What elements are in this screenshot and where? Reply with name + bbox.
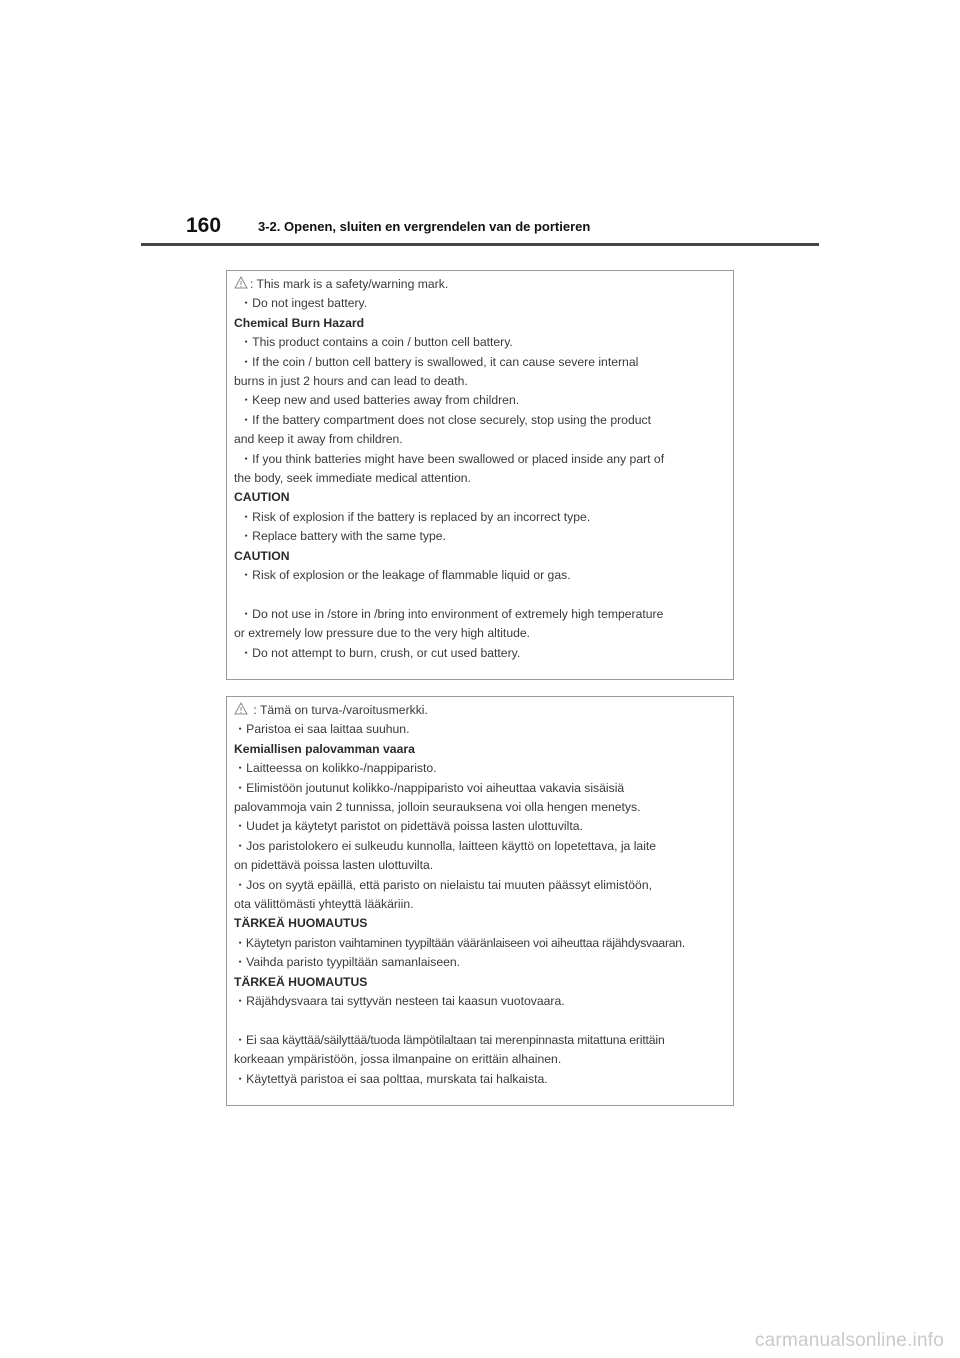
- section-title: 3-2. Openen, sluiten en vergrendelen van de portieren: [258, 219, 591, 234]
- warning-triangle-icon: [234, 276, 248, 289]
- watermark: carmanualsonline.info: [754, 1330, 944, 1351]
- text-line: ・Risk of explosion if the battery is replaced by an incorrect type.: [240, 509, 591, 524]
- text-line: or extremely low pressure due to the very high altitude.: [234, 626, 531, 641]
- text-line: ・Räjähdysvaara tai syttyvän nesteen tai kaasun vuotovaara.: [234, 994, 565, 1009]
- text-line: ota välittömästi yhteyttä lääkäriin.: [234, 897, 414, 912]
- warning-mark-text: : Tämä on turva-/varoitusmerkki.: [250, 703, 428, 717]
- text-line: ・Elimistöön joutunut kolikko-/nappiparisto voi aiheuttaa vakavia sisäisiä: [234, 780, 625, 795]
- text-line: ・If the battery compartment does not close securely, stop using the product: [240, 412, 651, 427]
- text-line: ・Do not use in /store in /bring into environment of extremely high temperature: [240, 606, 664, 621]
- spacer: [234, 586, 733, 605]
- text-line: on pidettävä poissa lasten ulottuvilta.: [234, 858, 434, 873]
- text-line: ・If the coin / button cell battery is swallowed, it can cause severe internal: [240, 354, 639, 369]
- subheading: TÄRKEÄ HUOMAUTUS: [234, 974, 368, 989]
- warning-triangle-icon: [234, 702, 248, 715]
- text-line: ・Risk of explosion or the leakage of flammable liquid or gas.: [240, 568, 571, 583]
- header-rule: [141, 243, 819, 246]
- warning-mark-text: : This mark is a safety/warning mark.: [250, 277, 449, 291]
- text-line: ・Jos on syytä epäillä, että paristo on nielaistu tai muuten päässyt elimistöön,: [234, 877, 652, 892]
- subheading: Kemiallisen palovamman vaara: [234, 741, 415, 756]
- text-line: ・If you think batteries might have been swallowed or placed inside any part of: [240, 451, 665, 466]
- text-line: ・Laitteessa on kolikko-/nappiparisto.: [234, 761, 437, 776]
- subheading: TÄRKEÄ HUOMAUTUS: [234, 916, 368, 931]
- safety-box-finnish: [226, 696, 734, 1106]
- subheading: CAUTION: [234, 548, 290, 563]
- text-line: ・Do not attempt to burn, crush, or cut used battery.: [240, 645, 521, 660]
- subheading: Chemical Burn Hazard: [234, 315, 365, 330]
- text-line: ・Käytetyn pariston vaihtaminen tyypiltään vääränlaiseen voi aiheuttaa räjähdysvaaran.: [234, 935, 685, 950]
- warning-mark-line: [234, 275, 733, 294]
- text-line: the body, seek immediate medical attention.: [234, 471, 471, 486]
- text-line: ・Ei saa käyttää/säilyttää/tuoda lämpötilaltaan tai merenpinnasta mitattuna erittäin: [234, 1032, 665, 1047]
- text-line: ・Käytettyä paristoa ei saa polttaa, murskata tai halkaista.: [234, 1071, 548, 1086]
- text-line: ・Replace battery with the same type.: [240, 529, 446, 544]
- text-line: ・Paristoa ei saa laittaa suuhun.: [234, 722, 410, 737]
- text-line: ・Uudet ja käytetyt paristot on pidettävä poissa lasten ulottuvilta.: [234, 819, 583, 834]
- text-line: and keep it away from children.: [234, 432, 403, 447]
- text-line: ・Jos paristolokero ei sulkeudu kunnolla, laitteen käyttö on lopetettava, ja laite: [234, 838, 657, 853]
- text-line: ・This product contains a coin / button cell battery.: [240, 335, 513, 350]
- text-line: burns in just 2 hours and can lead to death.: [234, 374, 468, 389]
- text-line: palovammoja vain 2 tunnissa, jolloin seurauksena voi olla hengen menetys.: [234, 800, 641, 815]
- subheading: CAUTION: [234, 490, 290, 505]
- page-number: 160: [186, 214, 222, 237]
- safety-box-english: [226, 270, 734, 680]
- text-line: ・Vaihda paristo tyypiltään samanlaiseen.: [234, 955, 461, 970]
- spacer: [234, 1012, 733, 1031]
- text-line: korkeaan ympäristöön, jossa ilmanpaine on erittäin alhainen.: [234, 1052, 562, 1067]
- text-line: ・Do not ingest battery.: [240, 296, 368, 311]
- text-line: ・Keep new and used batteries away from children.: [240, 393, 520, 408]
- warning-mark-line: [234, 701, 733, 720]
